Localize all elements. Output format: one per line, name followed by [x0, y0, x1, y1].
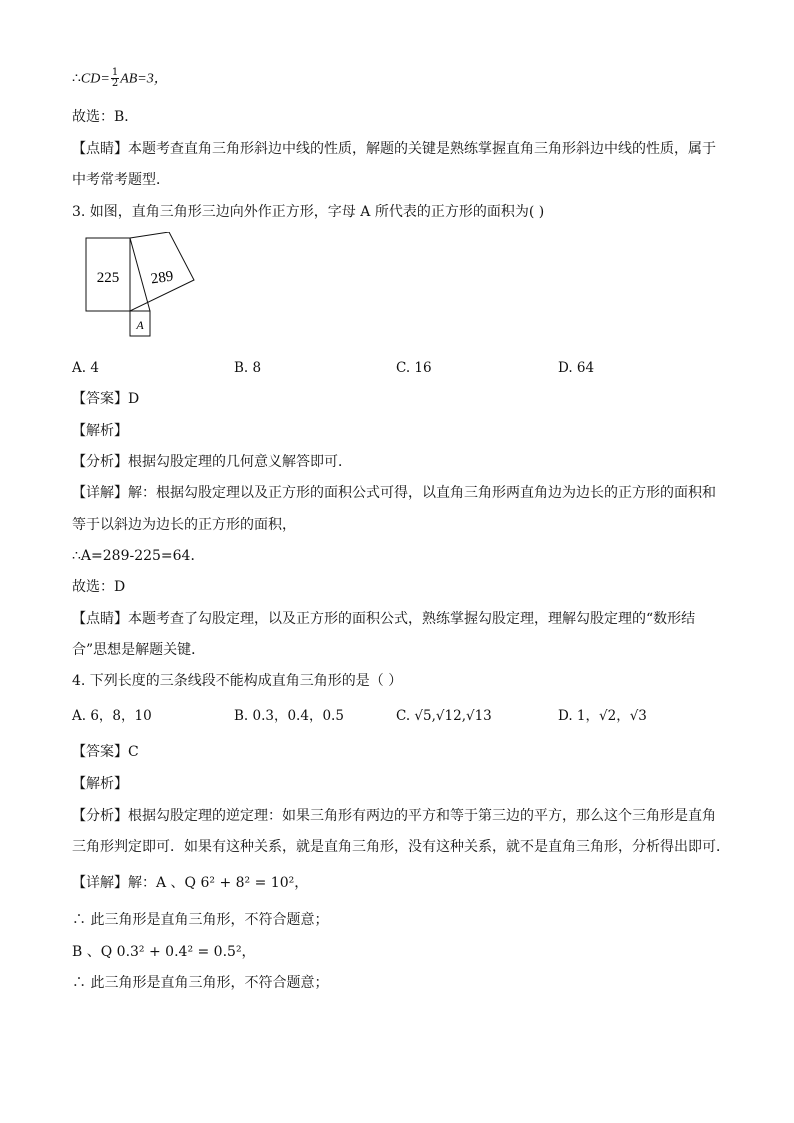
q3-answer: 【答案】D: [72, 391, 140, 407]
q4-conclusion-a: ∴ 此三角形是直角三角形，不符合题意；: [72, 912, 329, 928]
q3-dianjing-line-1: 【点睛】本题考查了勾股定理，以及正方形的面积公式，熟练掌握勾股定理，理解勾股定理的“数形结: [72, 611, 696, 627]
fraction-numerator: 1: [111, 67, 119, 78]
q3-option-b: B. 8: [234, 360, 262, 376]
q4-detail-a: 【详解】解：A 、Q 6² + 8² = 10²，: [72, 875, 309, 891]
q4-analysis-label: 【解析】: [72, 776, 128, 792]
q4-answer: 【答案】C: [72, 744, 139, 760]
label-289: 289: [149, 268, 175, 288]
q4-fenxi-line-1: 【分析】根据勾股定理的逆定理：如果三角形有两边的平方和等于第三边的平方，那么这个三角形是直角: [72, 808, 716, 824]
q4-conclusion-b: ∴ 此三角形是直角三角形，不符合题意；: [72, 975, 329, 991]
q3-option-a: A. 4: [72, 360, 99, 376]
question-4-title: 4. 下列长度的三条线段不能构成直角三角形的是（ ）: [72, 673, 403, 689]
q3-choose: 故选：D: [72, 579, 126, 595]
q4-detail-b: B 、Q 0.3² + 0.4² = 0.5²，: [72, 944, 256, 960]
q3-analysis-label: 【解析】: [72, 423, 128, 439]
q3-detail-line-3: ∴A=289-225=64．: [72, 548, 205, 564]
dianjing-line-1: 【点睛】本题考查直角三角形斜边中线的性质，解题的关键是熟练掌握直角三角形斜边中线的性质，属于: [72, 141, 716, 157]
q4-option-c: C. √5,√12,√13: [396, 708, 492, 724]
statement-cd-value: [72, 68, 168, 90]
q3-dianjing-line-2: 合”思想是解题关键．: [72, 642, 206, 658]
cd-term: CD=: [80, 71, 110, 87]
therefore-symbol: ∴: [72, 70, 81, 87]
q3-detail-line-2: 等于以斜边为边长的正方形的面积，: [72, 517, 296, 533]
dianjing-line-2: 中考常考题型．: [72, 172, 170, 188]
q4-fenxi-line-2: 三角形判定即可．如果有这种关系，就是直角三角形，没有这种关系，就不是直角三角形，分析得出即可．: [72, 839, 730, 855]
pythagoras-squares-figure: [82, 232, 202, 342]
label-a: A: [136, 318, 144, 332]
q3-fenxi: 【分析】根据勾股定理的几何意义解答即可．: [72, 454, 352, 470]
q4-option-a: A. 6，8，10: [72, 708, 152, 724]
q3-option-c: C. 16: [396, 360, 432, 376]
triangle-hypotenuse: [130, 238, 150, 311]
q4-option-b: B. 0.3，0.4，0.5: [234, 708, 344, 724]
q4-option-d: D. 1，√2，√3: [558, 708, 647, 724]
q3-option-d: D. 64: [558, 360, 595, 376]
question-3-title: 3. 如图，直角三角形三边向外作正方形，字母 A 所代表的正方形的面积为( ): [72, 204, 545, 220]
choose-b-line: 故选：B．: [72, 109, 139, 125]
fraction-one-half: [111, 68, 119, 89]
q3-detail-line-1: 【详解】解：根据勾股定理以及正方形的面积公式可得，以直角三角形两直角边为边长的正方形的面积和: [72, 485, 716, 501]
label-225: 225: [96, 270, 120, 286]
fraction-denominator: 2: [111, 78, 119, 89]
ab-term: AB=3，: [120, 71, 168, 87]
